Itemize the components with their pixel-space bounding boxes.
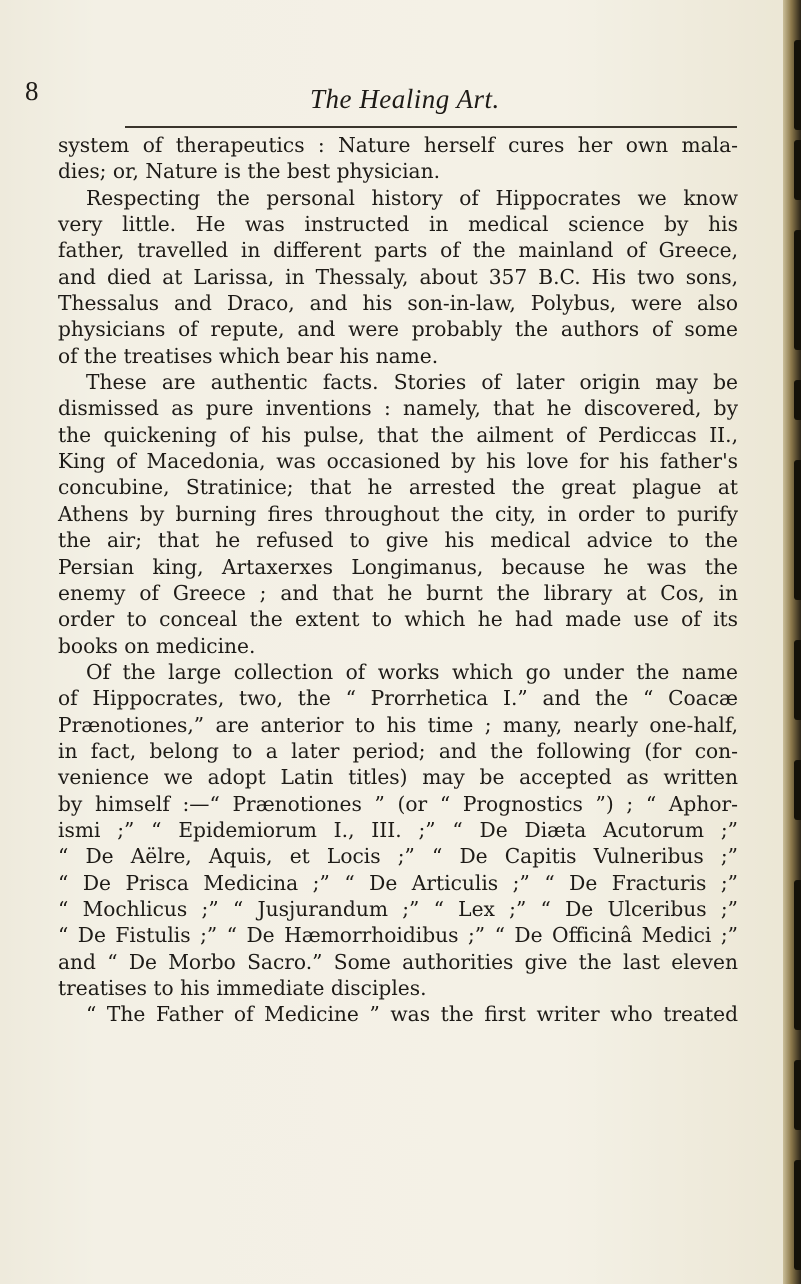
text-line: “ The Father of Medicine ” was the first writer who treated [86, 1002, 738, 1027]
text-line: dismissed as pure inventions : namely, that he discovered, by [58, 396, 738, 421]
text-line: by himself :—“ Prænotiones ” (or “ Prognostics ”) ; “ Aphor- [58, 791, 738, 816]
text-line: in fact, belong to a later period; and the following (for con- [58, 738, 738, 763]
spine-shadow [794, 230, 801, 350]
body-text [58, 132, 738, 1028]
text-line: Respecting the personal history of Hippocrates we know [86, 185, 738, 210]
text-line: father, travelled in different parts of the mainland of Greece, [58, 238, 738, 263]
text-line: system of therapeutics : Nature herself cures her own mala- [58, 133, 738, 157]
text-line: physicians of repute, and were probably the authors of some [58, 317, 738, 342]
spine-shadow [794, 380, 801, 420]
spine-shadow [794, 1160, 801, 1270]
spine-shadow [794, 880, 801, 1030]
header-rule [125, 126, 737, 128]
spine-shadow [794, 140, 801, 200]
text-line: dies; or, Nature is the best physician. [58, 159, 440, 184]
text-line: “ Mochlicus ;” “ Jusjurandum ;” “ Lex ;” “ De Ulceribus ;” [58, 896, 738, 921]
text-line: of Hippocrates, two, the “ Prorrhetica I.” and the “ Coacæ [58, 686, 738, 711]
spine-shadow [794, 1060, 801, 1130]
text-line: venience we adopt Latin titles) may be accepted as written [58, 765, 738, 790]
text-line: treatises to his immediate disciples. [58, 976, 427, 1000]
text-line: “ De Prisca Medicina ;” “ De Articulis ;” “ De Fracturis ;” [58, 870, 738, 895]
text-line: the air; that he refused to give his medical advice to the [58, 528, 738, 553]
text-line: enemy of Greece ; and that he burnt the library at Cos, in [58, 580, 738, 605]
text-line: “ De Aëlre, Aquis, et Locis ;” “ De Capitis Vulneribus ;” [58, 844, 738, 869]
running-head: The Healing Art. [310, 84, 500, 114]
spine-shadow [794, 460, 801, 600]
text-line: Of the large collection of works which go under the name [86, 659, 738, 684]
spine-shadow [794, 40, 801, 130]
text-line: These are authentic facts. Stories of later origin may be [86, 370, 738, 395]
text-line: very little. He was instructed in medical science by his [58, 212, 738, 237]
text-line: Prænotiones,” are anterior to his time ; many, nearly one-half, [58, 712, 738, 737]
text-line: Thessalus and Draco, and his son-in-law, Polybus, were also [58, 291, 738, 316]
text-line: the quickening of his pulse, that the ailment of Perdiccas II., [58, 422, 738, 447]
spine-shadow [794, 760, 801, 820]
spine-shadow [794, 640, 801, 720]
text-line: and died at Larissa, in Thessaly, about 357 B.C. His two sons, [58, 264, 738, 289]
book-spine-edge [783, 0, 801, 1284]
text-line: King of Macedonia, was occasioned by his love for his father's [58, 449, 738, 474]
text-line: order to conceal the extent to which he had made use of its [58, 607, 738, 632]
page-number: 8 [25, 76, 39, 106]
text-line: concubine, Stratinice; that he arrested the great plague at [58, 475, 738, 500]
text-line: “ De Fistulis ;” “ De Hæmorrhoidibus ;” “ De Officinâ Medici ;” [58, 923, 738, 948]
text-line: ismi ;” “ Epidemiorum I., III. ;” “ De Diæta Acutorum ;” [58, 817, 738, 842]
text-line: Athens by burning fires throughout the city, in order to purify [58, 501, 738, 526]
text-line: Persian king, Artaxerxes Longimanus, because he was the [58, 554, 738, 579]
text-line: and “ De Morbo Sacro.” Some authorities give the last eleven [58, 949, 738, 974]
text-line: of the treatises which bear his name. [58, 343, 439, 368]
text-line: books on medicine. [58, 633, 256, 658]
